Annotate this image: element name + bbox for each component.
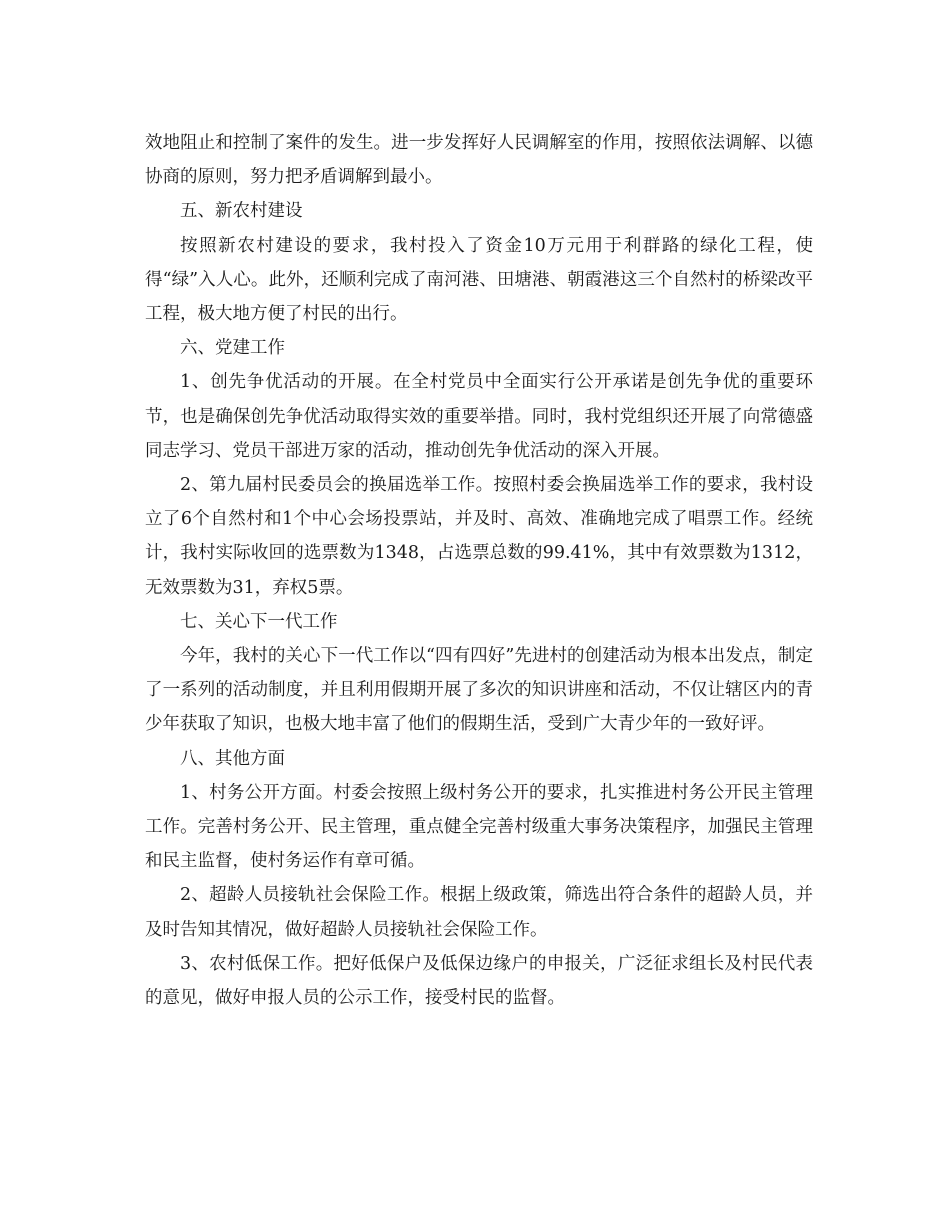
paragraph-social-insurance: 2、超龄人员接轨社会保险工作。根据上级政策，筛选出符合条件的超龄人员，并及时告知其情况，做好超龄人员接轨社会保险工作。 — [145, 885, 813, 940]
document-body — [145, 126, 813, 1015]
paragraph-continuation: 效地阻止和控制了案件的发生。进一步发挥好人民调解室的作用，按照依法调解、以德协商的原则，努力把矛盾调解到最小。 — [145, 133, 813, 188]
paragraph-youth-care: 今年，我村的关心下一代工作以“四有四好”先进村的创建活动为根本出发点，制定了一系列的活动制度，并且利用假期开展了多次的知识讲座和活动，不仅让辖区内的青少年获取了知识，也极大地丰富了他们的假期生活，受到广大青少年的一致好评。 — [145, 646, 813, 735]
paragraph-excellence-campaign: 1、创先争优活动的开展。在全村党员中全面实行公开承诺是创先争优的重要环节，也是确保创先争优活动取得实效的重要举措。同时，我村党组织还开展了向常德盛同志学习、党员干部进万家的活动，推动创先争优活动的深入开展。 — [145, 372, 813, 461]
paragraph-village-affairs: 1、村务公开方面。村委会按照上级村务公开的要求，扎实推进村务公开民主管理工作。完善村务公开、民主管理，重点健全完善村级重大事务决策程序，加强民主管理和民主监督，使村务运作有章可循。 — [145, 782, 813, 872]
section-heading-youth-care: 七、关心下一代工作 — [180, 611, 338, 632]
section-heading-other-aspects: 八、其他方面 — [180, 748, 285, 769]
paragraph-new-rural-construction: 按照新农村建设的要求，我村投入了资金10万元用于利群路的绿化工程，使得“绿”入人心。此外，还顺利完成了南河港、田塘港、朝霞港这三个自然村的桥梁改平工程，极大地方便了村民的出行。 — [145, 235, 813, 325]
section-heading-new-rural-construction: 五、新农村建设 — [180, 201, 303, 222]
paragraph-election: 2、第九届村民委员会的换届选举工作。按照村委会换届选举工作的要求，我村设立了6个自然村和1个中心会场投票站，并及时、高效、准确地完成了唱票工作。经统计，我村实际收回的选票数为1348，占选票总数的99.41%，其中有效票数为1312，无效票数为31，弃权5票。 — [145, 475, 813, 598]
paragraph-low-income-security: 3、农村低保工作。把好低保户及低保边缘户的申报关，广泛征求组长及村民代表的意见，做好申报人员的公示工作，接受村民的监督。 — [145, 953, 813, 1009]
section-heading-party-building: 六、党建工作 — [180, 338, 285, 359]
